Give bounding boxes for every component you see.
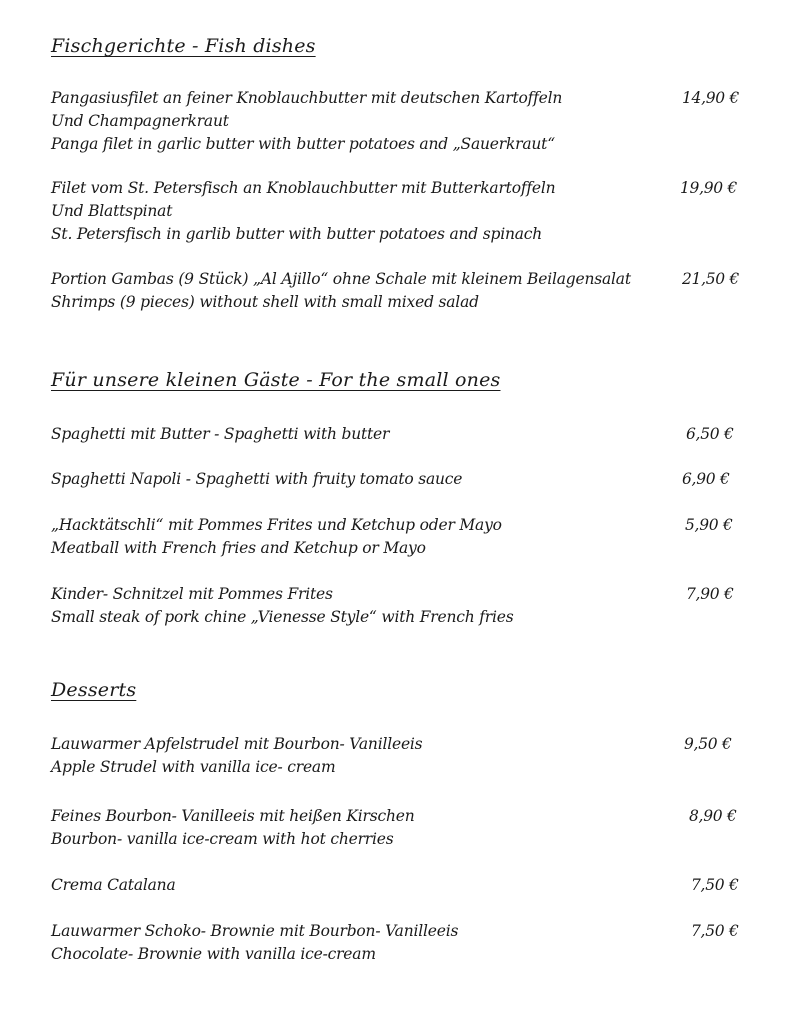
item-name-de: Feines Bourbon- Vanilleeis mit heißen Kirschen [51,807,415,825]
menu-item [51,874,791,897]
item-name-de-cont: Und Champagnerkraut [51,112,229,130]
item-name-de: Portion Gambas (9 Stück) „Al Ajillo“ ohne Schale mit kleinem Beilagensalat [51,270,631,288]
item-price: 9,50 € [684,735,732,753]
menu-item [51,920,791,966]
item-name-en: Small steak of pork chine „Vienesse Style“ with French fries [51,608,514,626]
menu-item [51,423,791,446]
item-name-en: Meatball with French fries and Ketchup or Mayo [51,539,426,557]
item-price: 6,90 € [682,470,730,488]
item-name-en: Chocolate- Brownie with vanilla ice-cream [51,945,376,963]
item-name-de-cont: Und Blattspinat [51,202,173,220]
item-name: Spaghetti Napoli - Spaghetti with fruity tomato sauce [51,470,463,488]
item-name-en: Panga filet in garlic butter with butter potatoes and „Sauerkraut“ [51,135,555,153]
item-name-en: Apple Strudel with vanilla ice- cream [51,758,336,776]
item-price: 7,90 € [686,585,734,603]
menu-item [51,87,791,156]
item-name-en: St. Petersfisch in garlib butter with butter potatoes and spinach [51,225,543,243]
section-heading-kids: Für unsere kleinen Gäste - For the small ones [51,369,501,391]
item-name-de: Pangasiusfilet an feiner Knoblauchbutter mit deutschen Kartoffeln [51,89,563,107]
menu-item [51,733,791,779]
item-name: Crema Catalana [51,876,176,894]
menu-item [51,583,791,629]
menu-item [51,268,791,314]
item-price: 14,90 € [682,89,740,107]
item-name-de: Kinder- Schnitzel mit Pommes Frites [51,585,333,603]
menu-item [51,805,791,851]
menu-item [51,468,791,491]
item-name-de: „Hacktätschli“ mit Pommes Frites und Ketchup oder Mayo [51,516,502,534]
item-price: 21,50 € [682,270,740,288]
item-name-de: Lauwarmer Schoko- Brownie mit Bourbon- Vanilleeis [51,922,459,940]
item-name-de: Lauwarmer Apfelstrudel mit Bourbon- Vanilleeis [51,735,423,753]
item-name-en: Shrimps (9 pieces) without shell with small mixed salad [51,293,479,311]
section-heading-fish: Fischgerichte - Fish dishes [51,35,316,57]
item-price: 5,90 € [685,516,733,534]
item-price: 6,50 € [686,425,734,443]
item-price: 7,50 € [691,922,739,940]
section-heading-desserts: Desserts [51,679,137,701]
item-price: 7,50 € [691,876,739,894]
item-price: 19,90 € [680,179,738,197]
item-name-de: Filet vom St. Petersfisch an Knoblauchbutter mit Butterkartoffeln [51,179,556,197]
menu-item [51,177,791,246]
item-price: 8,90 € [689,807,737,825]
item-name-en: Bourbon- vanilla ice-cream with hot cherries [51,830,394,848]
item-name: Spaghetti mit Butter - Spaghetti with butter [51,425,390,443]
menu-item [51,514,791,560]
